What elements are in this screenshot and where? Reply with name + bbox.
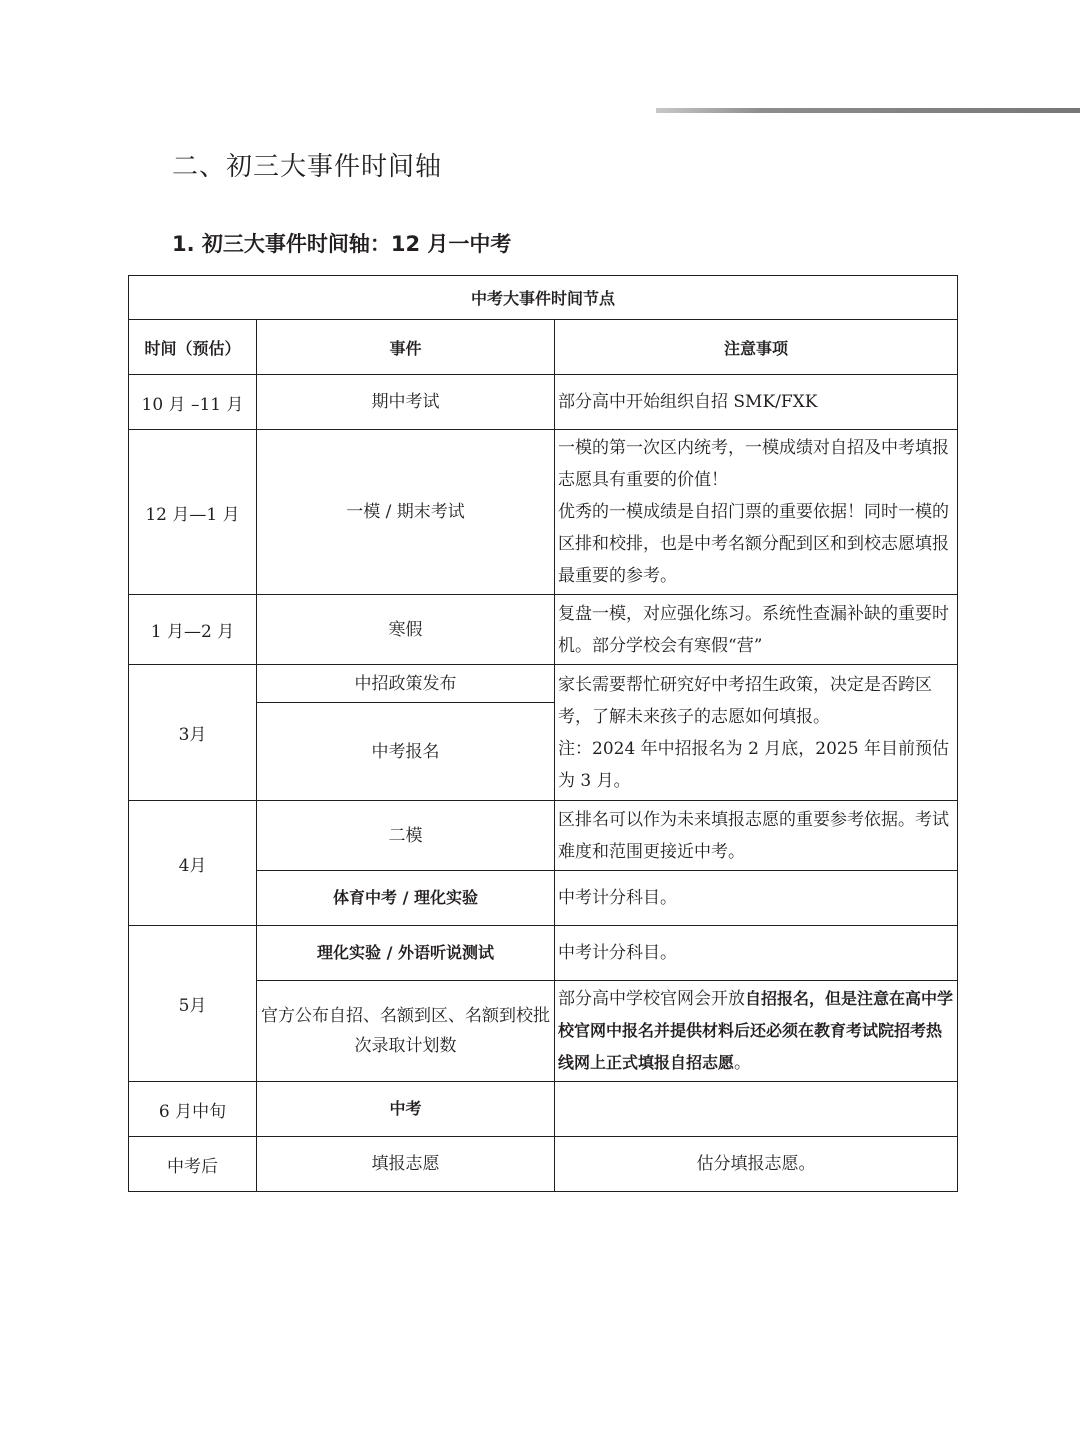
- table-row: [129, 665, 958, 703]
- row-event: 二模: [257, 801, 555, 871]
- row-note: [555, 665, 958, 801]
- row-event: 填报志愿: [257, 1137, 555, 1192]
- note-text-end: 。: [734, 1053, 752, 1073]
- row-time: 5月: [129, 926, 257, 1082]
- note-paragraph: 一模的第一次区内统考，一模成绩对自招及中考填报志愿具有重要的价值！: [558, 438, 949, 490]
- note-text: 部分高中学校官网会开放: [558, 989, 745, 1009]
- sub-title: 1. 初三大事件时间轴：12 月一中考: [172, 232, 512, 256]
- timeline-table: [128, 275, 958, 1192]
- row-time: 6 月中旬: [129, 1082, 257, 1137]
- row-event: 寒假: [257, 595, 555, 665]
- row-note: 估分填报志愿。: [555, 1137, 958, 1192]
- row-event: 中考报名: [257, 703, 555, 801]
- row-event: 一模 / 期末考试: [257, 430, 555, 595]
- header-notes: 注意事项: [555, 320, 958, 375]
- note-paragraph: 家长需要帮忙研究好中考招生政策，决定是否跨区考，了解未来孩子的志愿如何填报。: [558, 674, 932, 727]
- table-row: [129, 801, 958, 871]
- row-event: 中考: [257, 1082, 555, 1137]
- row-note: 复盘一模，对应强化练习。系统性查漏补缺的重要时机。部分学校会有寒假“营”: [555, 595, 958, 665]
- table-row: [129, 430, 958, 595]
- table-caption-row: [129, 276, 958, 320]
- note-emphasis: 自招报名，但是注意在高中学校官网中报名并提供材料后还必须在教育考试院招考热线网上正式填报自招志愿: [558, 989, 954, 1072]
- row-note: 区排名可以作为未来填报志愿的重要参考依据。考试难度和范围更接近中考。: [555, 801, 958, 871]
- table-row: [129, 595, 958, 665]
- row-event: 理化实验 / 外语听说测试: [257, 926, 555, 981]
- table-row: [129, 926, 958, 981]
- header-event: 事件: [257, 320, 555, 375]
- table-row: [129, 1137, 958, 1192]
- top-decorative-rule: [656, 108, 1080, 113]
- header-time: 时间（预估）: [129, 320, 257, 375]
- row-note: [555, 430, 958, 595]
- row-event: 期中考试: [257, 375, 555, 430]
- note-paragraph: 注：2024 年中招报名为 2 月底，2025 年目前预估为 3 月。: [558, 738, 949, 791]
- row-note: [555, 1082, 958, 1137]
- row-event: 体育中考 / 理化实验: [257, 871, 555, 926]
- row-time: 4月: [129, 801, 257, 926]
- row-time: 3月: [129, 665, 257, 801]
- row-time: 10 月 –11 月: [129, 375, 257, 430]
- row-time: 中考后: [129, 1137, 257, 1192]
- note-paragraph: 优秀的一模成绩是自招门票的重要依据！同时一模的区排和校排，也是中考名额分配到区和到校志愿填报最重要的参考。: [558, 502, 949, 586]
- table-caption: 中考大事件时间节点: [129, 276, 958, 320]
- row-note: 中考计分科目。: [555, 871, 958, 926]
- row-time: 1 月—2 月: [129, 595, 257, 665]
- row-note: 部分高中开始组织自招 SMK/FXK: [555, 375, 958, 430]
- table-row: [129, 1082, 958, 1137]
- table-row: [129, 375, 958, 430]
- row-note: [555, 981, 958, 1082]
- section-title: 二、初三大事件时间轴: [172, 152, 443, 182]
- row-time: 12 月—1 月: [129, 430, 257, 595]
- row-event: 中招政策发布: [257, 665, 555, 703]
- table-header-row: [129, 320, 958, 375]
- row-event: 官方公布自招、名额到区、名额到校批次录取计划数: [257, 981, 555, 1082]
- row-note: 中考计分科目。: [555, 926, 958, 981]
